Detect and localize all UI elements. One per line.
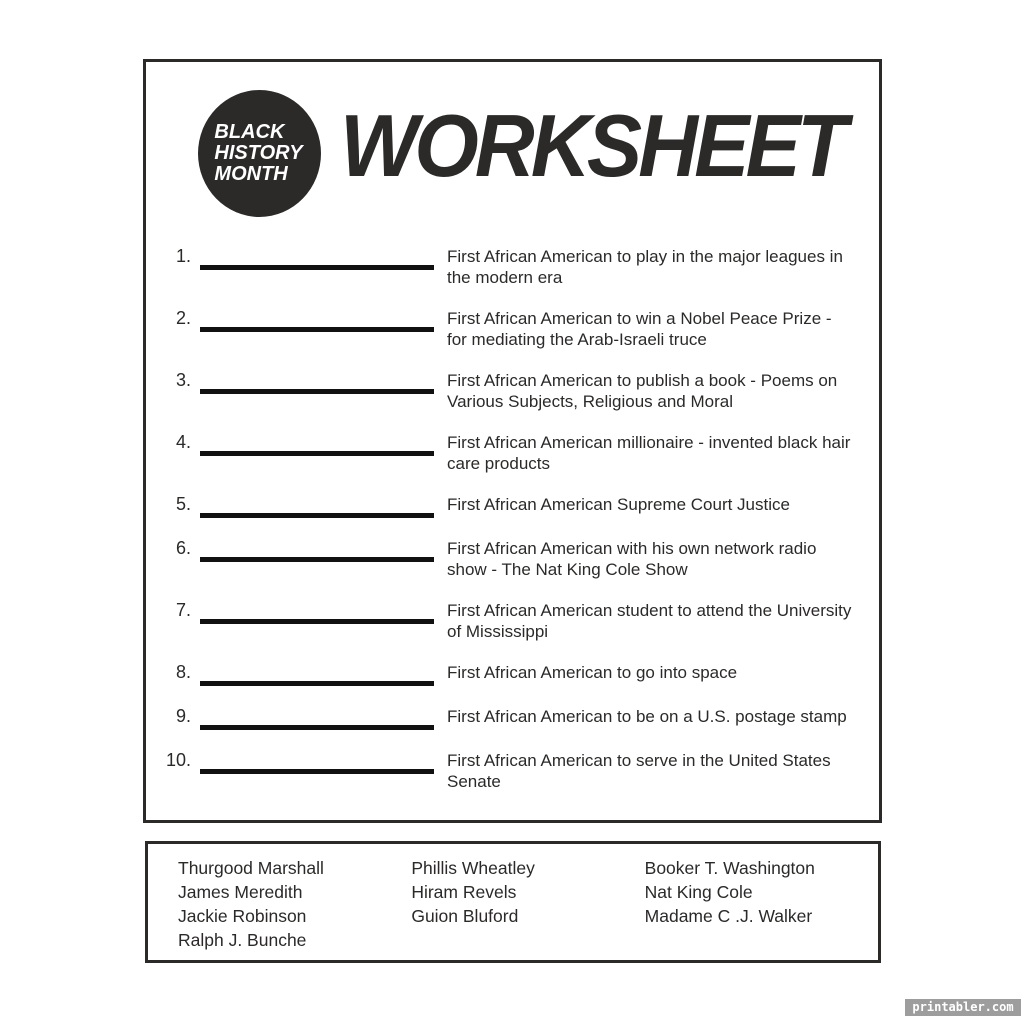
word-bank-name: Nat King Cole (644, 882, 753, 902)
answer-blank-line (200, 600, 434, 624)
clue-line-1: First African American to publish a book - Poems on (447, 371, 838, 390)
clue-line-1: First African American to play in the major leagues in (447, 247, 843, 266)
question-row-9 (158, 706, 892, 730)
word-bank-name: Hiram Revels (411, 882, 517, 902)
question-number: 10. (165, 750, 191, 770)
word-bank-name: Ralph J. Bunche (178, 930, 307, 950)
question-clue (447, 662, 892, 683)
word-bank-name: Guion Bluford (411, 906, 519, 926)
clue-line-1: First African American to go into space (447, 663, 738, 682)
question-row-2 (158, 308, 892, 350)
question-clue (447, 538, 892, 580)
word-bank-column-3 (645, 856, 878, 960)
badge-text (214, 122, 302, 185)
question-clue (447, 494, 892, 515)
question-clue (447, 370, 892, 412)
answer-blank-line (200, 662, 434, 686)
question-clue (447, 600, 892, 642)
question-number: 1. (175, 246, 191, 266)
question-row-6 (158, 538, 892, 580)
clue-line-2: of Mississippi (447, 622, 549, 641)
clue-line-1: First African American to be on a U.S. postage stamp (447, 707, 847, 726)
clue-line-2: show - The Nat King Cole Show (447, 560, 688, 579)
question-number: 4. (175, 432, 191, 452)
badge-line-2: HISTORY (214, 142, 303, 164)
answer-blank-line (200, 432, 434, 456)
question-number: 3. (175, 370, 191, 390)
printabler-watermark: printabler.com (905, 999, 1021, 1016)
questions-list (158, 246, 892, 792)
question-number: 2. (175, 308, 191, 328)
question-clue (447, 308, 892, 350)
question-clue (447, 706, 892, 727)
answer-blank-line (200, 706, 434, 730)
word-bank-name: James Meredith (178, 882, 303, 902)
question-number: 7. (175, 600, 191, 620)
clue-line-1: First African American millionaire - invented black hair (447, 433, 851, 452)
question-row-10 (158, 750, 892, 792)
question-row-7 (158, 600, 892, 642)
clue-line-2: the modern era (447, 268, 563, 287)
question-clue (447, 432, 892, 474)
question-number: 6. (175, 538, 191, 558)
word-bank-column-2 (411, 856, 644, 960)
question-number: 9. (175, 706, 191, 726)
black-history-month-badge (198, 90, 321, 217)
answer-blank-line (200, 308, 434, 332)
clue-line-1: First African American with his own network radio (447, 539, 817, 558)
badge-line-3: MONTH (214, 163, 288, 185)
answer-blank-line (200, 538, 434, 562)
question-number: 5. (175, 494, 191, 514)
word-bank-name: Booker T. Washington (644, 858, 815, 878)
answer-blank-line (200, 370, 434, 394)
question-number: 8. (175, 662, 191, 682)
question-row-8 (158, 662, 892, 686)
clue-line-1: First African American Supreme Court Justice (447, 495, 790, 514)
clue-line-2: Various Subjects, Religious and Moral (447, 392, 733, 411)
worksheet-main-box (143, 59, 882, 823)
question-row-3 (158, 370, 892, 412)
word-bank-name: Madame C .J. Walker (644, 906, 813, 926)
answer-blank-line (200, 494, 434, 518)
page-title: WORKSHEET (340, 96, 844, 195)
word-bank-name: Jackie Robinson (178, 906, 307, 926)
clue-line-1: First African American student to attend the University (447, 601, 852, 620)
answer-blank-line (200, 246, 434, 270)
clue-line-2: for mediating the Arab-Israeli truce (447, 330, 707, 349)
clue-line-1: First African American to win a Nobel Peace Prize - (447, 309, 832, 328)
word-bank-column-1 (178, 856, 411, 960)
badge-line-1: BLACK (214, 121, 285, 143)
question-row-4 (158, 432, 892, 474)
word-bank-name: Thurgood Marshall (178, 858, 324, 878)
question-clue (447, 750, 892, 792)
question-row-5 (158, 494, 892, 518)
word-bank-box (145, 841, 881, 963)
word-bank-name: Phillis Wheatley (411, 858, 535, 878)
clue-line-2: care products (447, 454, 550, 473)
question-clue (447, 246, 892, 288)
answer-blank-line (200, 750, 434, 774)
question-row-1 (158, 246, 892, 288)
clue-line-2: Senate (447, 772, 501, 791)
clue-line-1: First African American to serve in the United States (447, 751, 831, 770)
